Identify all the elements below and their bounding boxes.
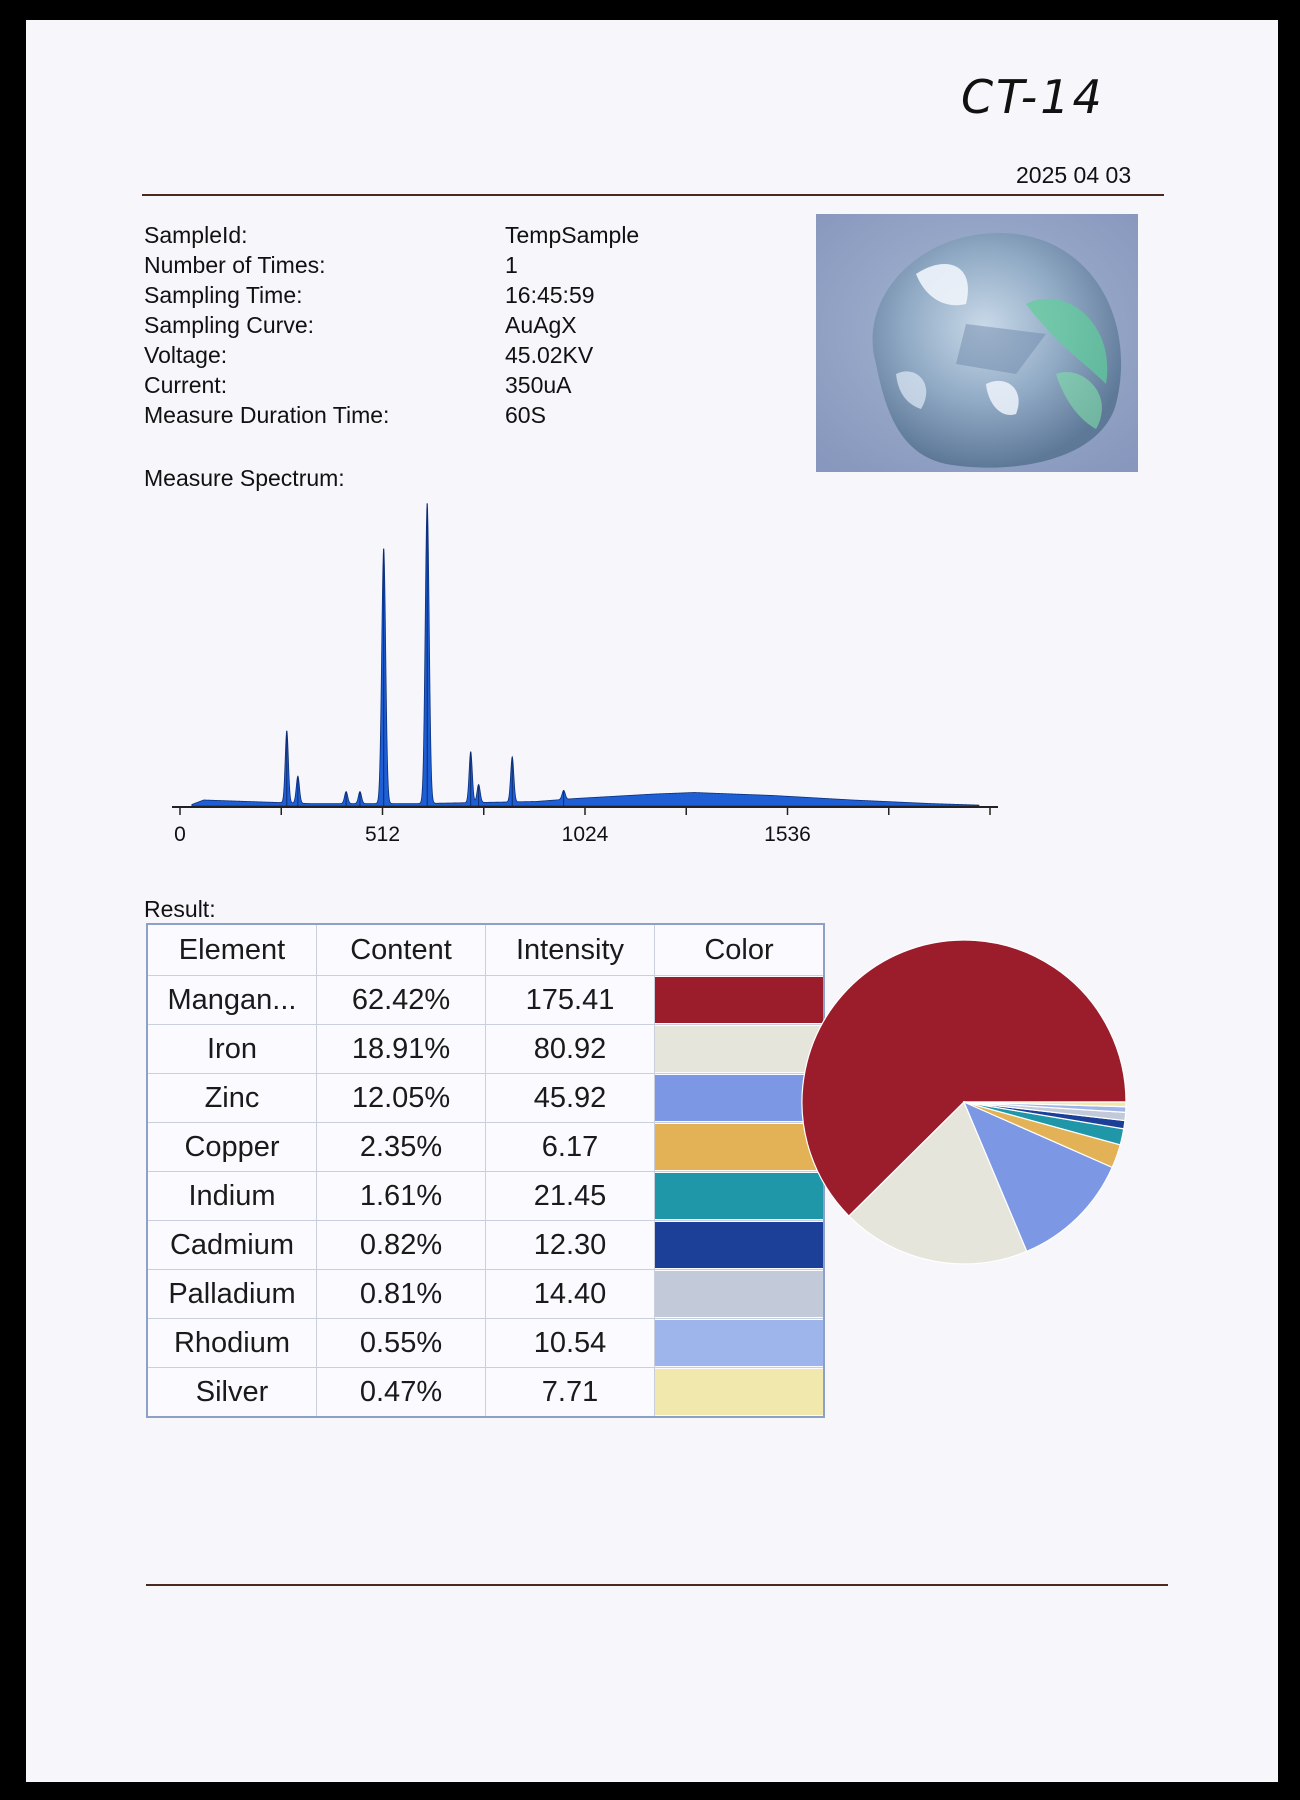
color-swatch xyxy=(655,1124,823,1170)
cell-intensity: 7.71 xyxy=(486,1368,655,1418)
cell-color xyxy=(655,1368,825,1418)
gemstone-image xyxy=(816,214,1138,472)
color-swatch xyxy=(655,977,823,1023)
cell-color xyxy=(655,1025,825,1074)
meta-value: 60S xyxy=(505,402,546,428)
cell-intensity: 175.41 xyxy=(486,976,655,1025)
meta-label: Current: xyxy=(144,372,228,398)
table-header-row xyxy=(147,924,824,976)
color-swatch xyxy=(655,1173,823,1219)
header-intensity: Intensity xyxy=(486,924,655,976)
meta-value: 350uA xyxy=(505,372,572,398)
pie-slice-mangan xyxy=(802,940,1126,1216)
header-element: Element xyxy=(147,924,317,976)
header-content: Content xyxy=(317,924,486,976)
cell-element: Iron xyxy=(147,1025,317,1074)
cell-color xyxy=(655,1221,825,1270)
cell-intensity: 80.92 xyxy=(486,1025,655,1074)
cell-element: Copper xyxy=(147,1123,317,1172)
spectrum-tick-label: 1536 xyxy=(764,823,811,846)
cell-element: Cadmium xyxy=(147,1221,317,1270)
color-swatch xyxy=(655,1222,823,1268)
spectrum-section-title: Measure Spectrum: xyxy=(144,465,345,491)
meta-label: Measure Duration Time: xyxy=(144,402,390,428)
table-row xyxy=(147,1368,824,1418)
pie-slice-iron xyxy=(849,1102,1027,1264)
table-row xyxy=(147,1172,824,1221)
result-table xyxy=(146,923,825,1418)
handwritten-sample-label: CT-14 xyxy=(961,70,1105,124)
table-row xyxy=(147,1074,824,1123)
cell-element: Silver xyxy=(147,1368,317,1418)
cell-content: 0.81% xyxy=(317,1270,486,1319)
pie-slice-zinc xyxy=(964,1102,1112,1251)
table-row xyxy=(147,1123,824,1172)
pie-slice-silver xyxy=(964,1102,1126,1107)
cell-element: Palladium xyxy=(147,1270,317,1319)
cell-intensity: 45.92 xyxy=(486,1074,655,1123)
pie-slice-indium xyxy=(964,1102,1124,1145)
meta-label: Number of Times: xyxy=(144,252,326,278)
color-swatch xyxy=(655,1075,823,1121)
result-section-title: Result: xyxy=(144,896,216,922)
cell-intensity: 12.30 xyxy=(486,1221,655,1270)
cell-intensity: 10.54 xyxy=(486,1319,655,1368)
report-date: 2025 04 03 xyxy=(1016,162,1132,188)
meta-label: Sampling Curve: xyxy=(144,312,315,338)
cell-content: 2.35% xyxy=(317,1123,486,1172)
header-divider xyxy=(142,194,1164,196)
header-color: Color xyxy=(655,924,825,976)
table-row xyxy=(147,976,824,1025)
meta-label: Voltage: xyxy=(144,342,228,368)
cell-content: 0.82% xyxy=(317,1221,486,1270)
table-row xyxy=(147,1270,824,1319)
cell-content: 0.55% xyxy=(317,1319,486,1368)
cell-element: Zinc xyxy=(147,1074,317,1123)
sample-photo xyxy=(816,214,1138,472)
meta-value: AuAgX xyxy=(505,312,577,338)
cell-intensity: 21.45 xyxy=(486,1172,655,1221)
cell-content: 18.91% xyxy=(317,1025,486,1074)
cell-color xyxy=(655,1270,825,1319)
table-row xyxy=(147,1319,824,1368)
cell-element: Mangan... xyxy=(147,976,317,1025)
meta-label: SampleId: xyxy=(144,222,248,248)
meta-value: 45.02KV xyxy=(505,342,594,368)
color-swatch xyxy=(655,1369,823,1415)
meta-label: Sampling Time: xyxy=(144,282,303,308)
meta-value: 16:45:59 xyxy=(505,282,595,308)
cell-intensity: 6.17 xyxy=(486,1123,655,1172)
pie-slice-copper xyxy=(964,1102,1120,1167)
cell-color xyxy=(655,1074,825,1123)
meta-value: 1 xyxy=(505,252,518,278)
color-swatch xyxy=(655,1271,823,1317)
pie-slice-rhodium xyxy=(964,1102,1126,1112)
table-row xyxy=(147,1221,824,1270)
cell-color xyxy=(655,976,825,1025)
cell-color xyxy=(655,1123,825,1172)
cell-color xyxy=(655,1319,825,1368)
cell-content: 1.61% xyxy=(317,1172,486,1221)
pie-slice-palladium xyxy=(964,1102,1126,1121)
cell-content: 12.05% xyxy=(317,1074,486,1123)
spectrum-tick-label: 512 xyxy=(364,823,401,846)
footer-divider xyxy=(146,1584,1168,1586)
cell-intensity: 14.40 xyxy=(486,1270,655,1319)
report-page xyxy=(26,20,1278,1782)
cell-content: 0.47% xyxy=(317,1368,486,1418)
spectrum-tick-label: 1024 xyxy=(561,823,609,846)
spectrum-area xyxy=(192,503,979,806)
spectrum-tick-label: 0 xyxy=(174,823,186,846)
cell-color xyxy=(655,1172,825,1221)
color-swatch xyxy=(655,1320,823,1366)
cell-element: Indium xyxy=(147,1172,317,1221)
table-row xyxy=(147,1025,824,1074)
cell-element: Rhodium xyxy=(147,1319,317,1368)
color-swatch xyxy=(655,1026,823,1072)
meta-value: TempSample xyxy=(505,222,640,248)
pie-slice-cadmium xyxy=(964,1102,1125,1129)
cell-content: 62.42% xyxy=(317,976,486,1025)
